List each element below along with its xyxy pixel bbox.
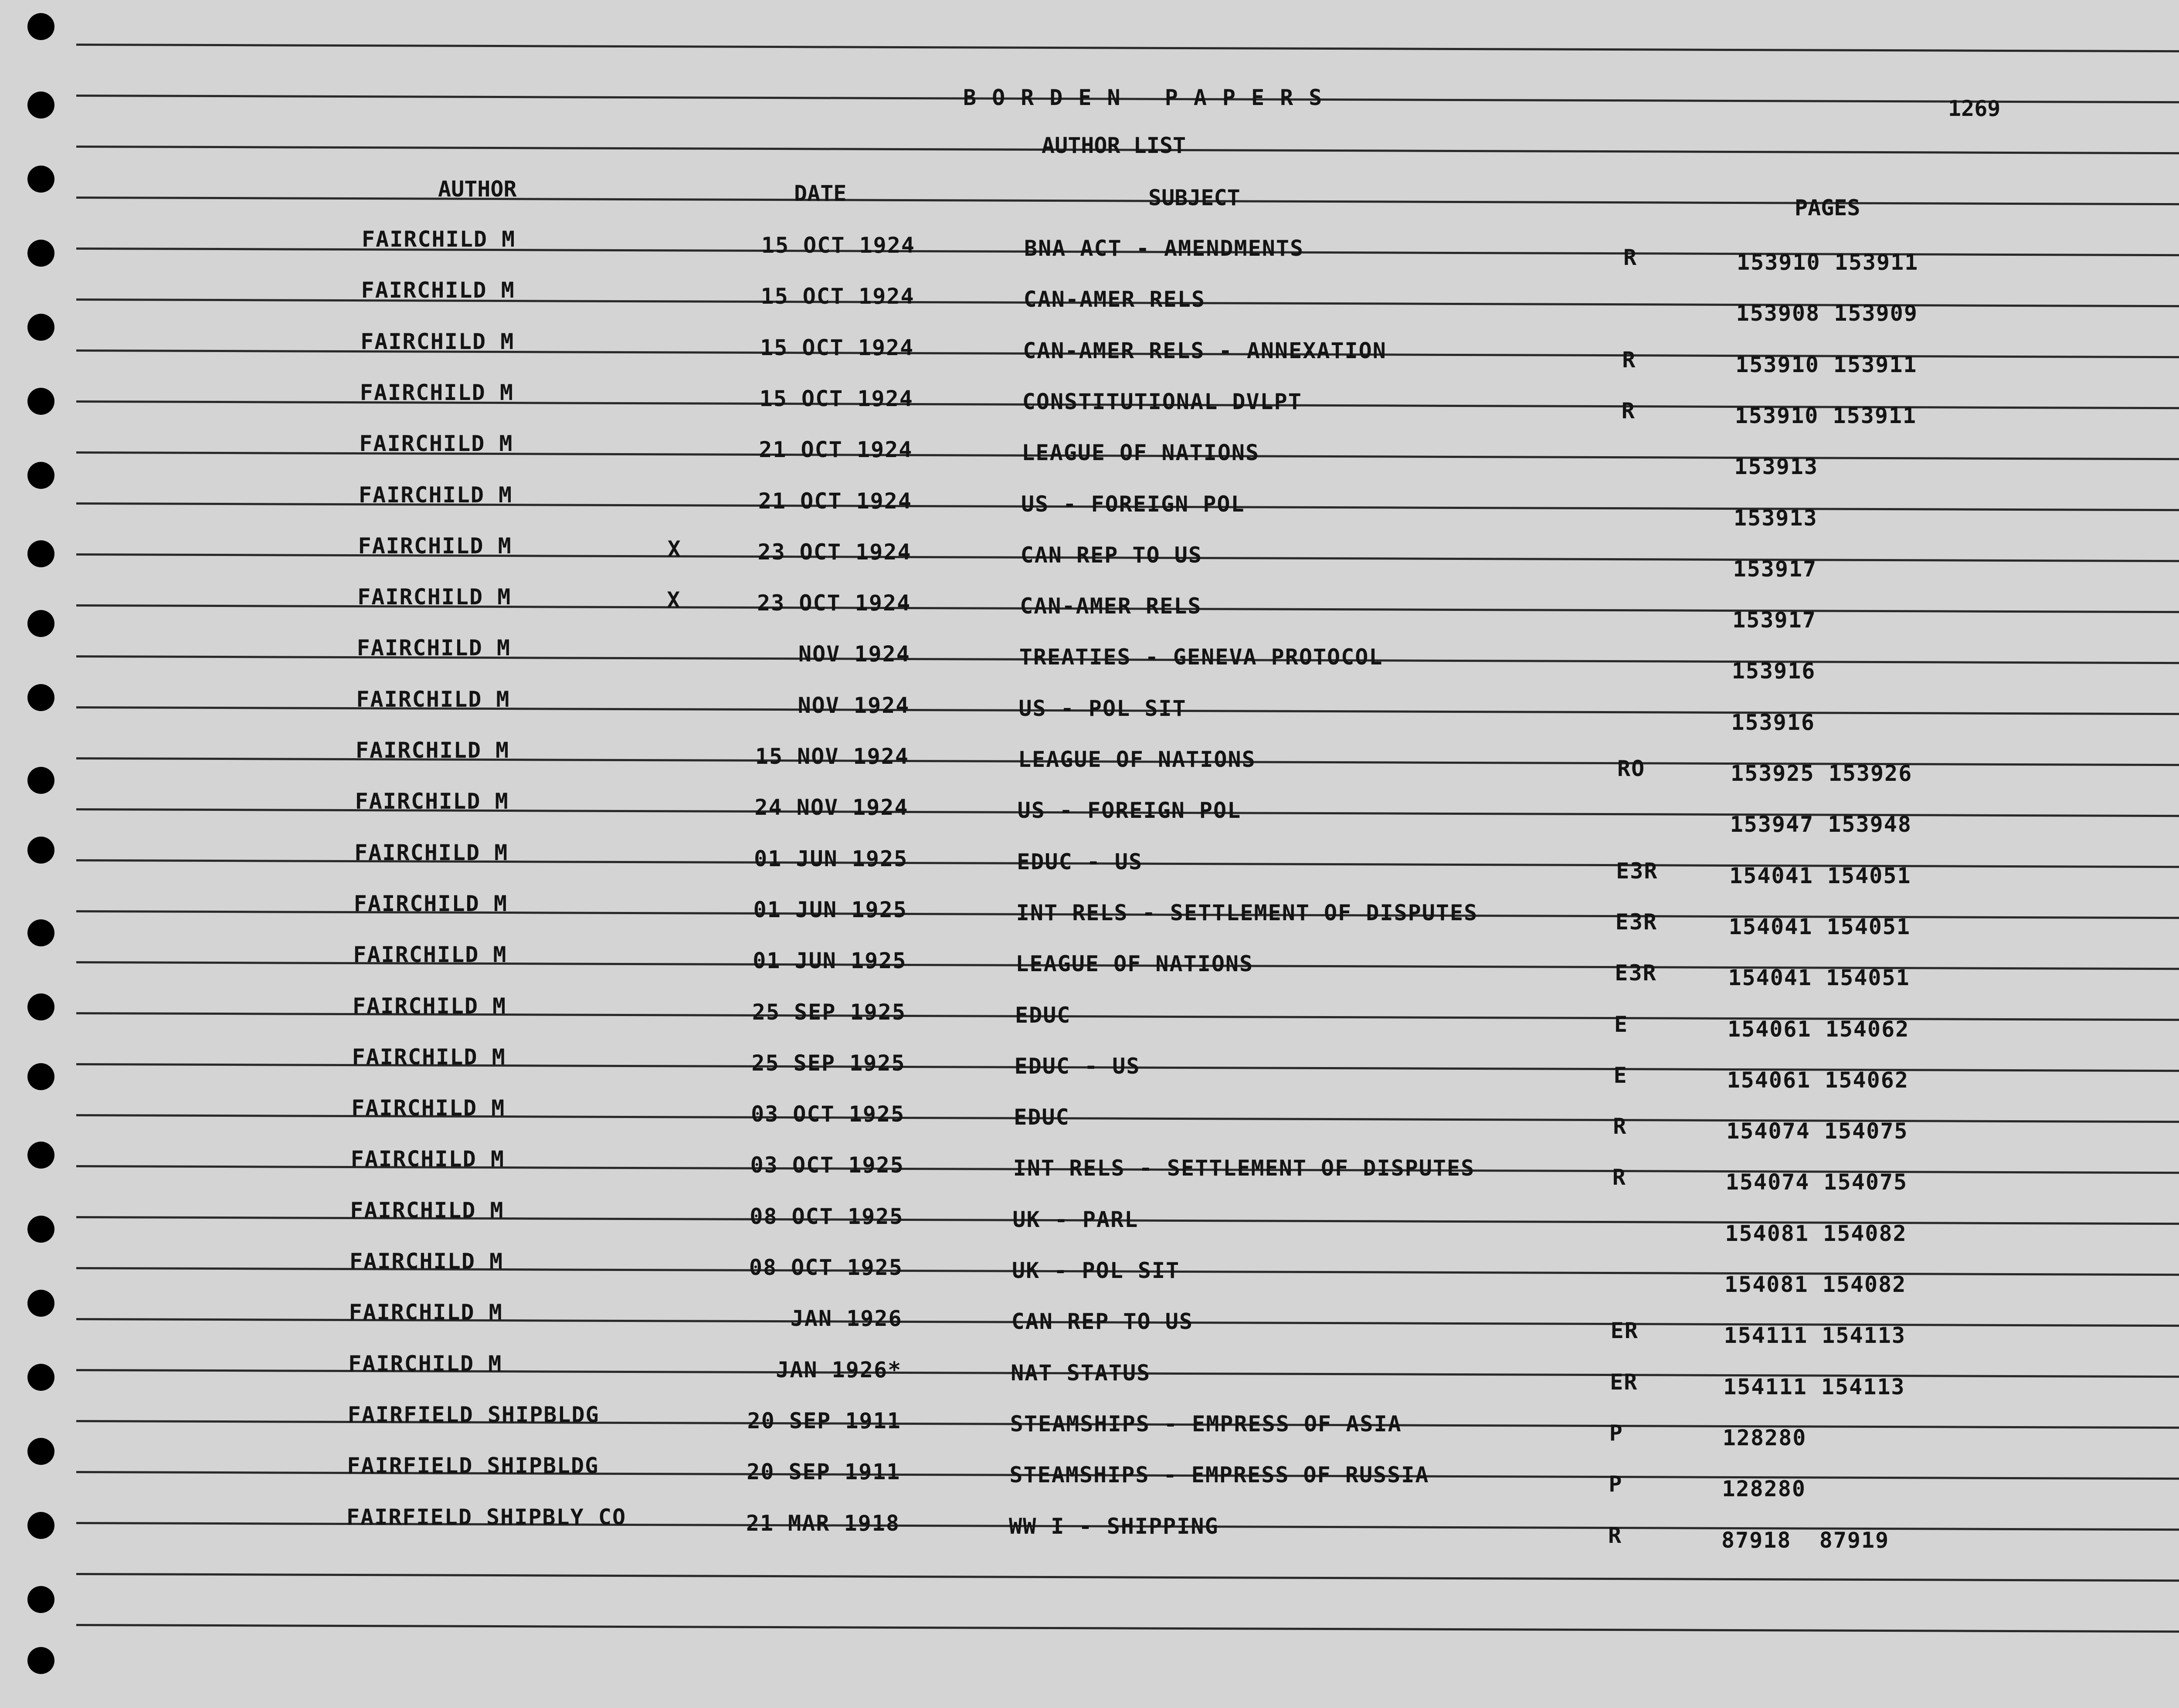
date-cell: 21 OCT 1924 (758, 488, 912, 514)
date-cell: NOV 1924 (798, 692, 910, 718)
date-cell: 23 OCT 1924 (757, 590, 911, 616)
author-cell: FAIRCHILD M (352, 1044, 506, 1070)
feed-hole (27, 1364, 54, 1391)
feed-hole (27, 388, 54, 415)
date-cell: 01 JUN 1925 (753, 897, 907, 922)
code-cell: R (1623, 245, 1638, 270)
code-cell: ER (1610, 1318, 1639, 1344)
subject-cell: STEAMSHIPS - EMPRESS OF RUSSIA (1009, 1462, 1429, 1488)
code-cell: E3R (1615, 960, 1657, 986)
column-header-subject: SUBJECT (1148, 185, 1240, 210)
flag-cell: X (667, 587, 681, 613)
ruled-line (76, 1624, 2179, 1633)
date-cell: JAN 1926 (790, 1306, 903, 1332)
date-cell: 03 OCT 1925 (751, 1101, 905, 1127)
pages-cell: 153916 (1731, 658, 1816, 684)
feed-hole (27, 1586, 54, 1613)
author-cell: FAIRCHILD M (357, 584, 512, 610)
pages-cell: 153917 (1732, 607, 1816, 633)
author-cell: FAIRCHILD M (360, 329, 515, 354)
pages-cell: 153910 153911 (1735, 352, 1918, 377)
pages-cell: 154111 154113 (1723, 1374, 1905, 1400)
code-cell: E (1614, 1011, 1629, 1037)
feed-hole (27, 1290, 54, 1317)
code-cell: R (1622, 347, 1636, 373)
author-cell: FAIRCHILD M (356, 686, 510, 712)
code-cell: ER (1610, 1369, 1638, 1395)
feed-hole (27, 1063, 54, 1090)
subject-cell: CAN REP TO US (1011, 1309, 1193, 1335)
pages-cell: 154061 154062 (1727, 1067, 1909, 1093)
date-cell: 20 SEP 1911 (747, 1459, 901, 1485)
author-cell: FAIRCHILD M (355, 789, 509, 814)
code-cell: RO (1617, 756, 1646, 781)
pages-cell: 153913 (1734, 505, 1818, 531)
subject-cell: EDUC (1014, 1105, 1070, 1130)
pages-cell: 153913 (1734, 454, 1819, 480)
author-cell: FAIRCHILD M (351, 1095, 506, 1121)
date-cell: 01 JUN 1925 (754, 846, 908, 871)
pages-cell: 154074 154075 (1726, 1118, 1908, 1144)
code-cell: R (1608, 1522, 1622, 1548)
author-cell: FAIRCHILD M (353, 942, 507, 968)
author-cell: FAIRCHILD M (359, 431, 513, 457)
date-cell: 15 NOV 1924 (755, 744, 909, 769)
feed-hole (27, 13, 54, 40)
pages-cell: 153916 (1731, 709, 1816, 735)
subject-cell: CONSTITUTIONAL DVLPT (1022, 389, 1302, 414)
author-cell: FAIRCHILD M (359, 482, 513, 508)
author-cell: FAIRCHILD M (353, 891, 508, 916)
feed-hole (27, 993, 54, 1020)
date-cell: 21 MAR 1918 (746, 1510, 900, 1536)
pages-cell: 154081 154082 (1724, 1272, 1907, 1297)
code-cell: E3R (1616, 858, 1658, 884)
subject-cell: LEAGUE OF NATIONS (1018, 747, 1256, 772)
author-cell: FAIRCHILD M (350, 1249, 504, 1274)
page-number: 1269 (1948, 96, 2001, 121)
subject-cell: NAT STATUS (1011, 1360, 1151, 1386)
author-cell: FAIRCHILD M (356, 738, 510, 763)
date-cell: 15 OCT 1924 (760, 284, 915, 309)
author-cell: FAIRCHILD M (350, 1146, 505, 1172)
code-cell: R (1621, 398, 1636, 424)
column-header-author: AUTHOR (438, 176, 517, 202)
date-cell: 03 OCT 1925 (750, 1152, 904, 1178)
date-cell: 25 SEP 1925 (751, 1050, 906, 1076)
subject-cell: UK - POL SIT (1012, 1258, 1180, 1283)
feed-hole (27, 1512, 54, 1539)
subject-cell: EDUC (1015, 1002, 1071, 1028)
subject-cell: US - FOREIGN POL (1021, 491, 1245, 517)
code-cell: R (1613, 1114, 1627, 1139)
pages-cell: 154041 154051 (1728, 914, 1911, 939)
author-cell: FAIRCHILD M (356, 635, 511, 661)
date-cell: 20 SEP 1911 (747, 1408, 901, 1434)
pages-cell: 154061 154062 (1728, 1016, 1910, 1042)
pages-cell: 128280 (1722, 1476, 1806, 1502)
subject-cell: CAN REP TO US (1020, 542, 1202, 568)
pages-cell: 153925 153926 (1731, 761, 1913, 786)
pages-cell: 153910 153911 (1734, 403, 1917, 428)
subject-cell: INT RELS - SETTLEMENT OF DISPUTES (1016, 900, 1478, 925)
author-cell: FAIRFIELD SHIPBLDG (347, 1453, 599, 1479)
pages-cell: 154074 154075 (1725, 1169, 1908, 1195)
code-cell: P (1609, 1420, 1623, 1446)
date-cell: NOV 1924 (798, 641, 910, 667)
pages-cell: 153947 153948 (1730, 812, 1912, 837)
feed-hole (27, 1438, 54, 1465)
pages-cell: 153910 153911 (1737, 250, 1919, 275)
pages-cell: 153917 (1733, 556, 1817, 582)
subject-cell: EDUC - US (1014, 1053, 1140, 1079)
ruled-line (76, 197, 2179, 206)
feed-hole (27, 540, 54, 567)
pages-cell: 154081 154082 (1725, 1220, 1907, 1246)
date-cell: 23 OCT 1924 (757, 539, 912, 565)
subject-cell: US - POL SIT (1018, 695, 1187, 721)
feed-hole (27, 767, 54, 794)
subject-cell: CAN-AMER RELS (1023, 287, 1205, 312)
date-cell: 08 OCT 1925 (749, 1255, 903, 1280)
code-cell: R (1612, 1165, 1626, 1190)
column-header-date: DATE (794, 181, 847, 206)
feed-hole (27, 684, 54, 711)
feed-hole (27, 92, 54, 119)
date-cell: 25 SEP 1925 (752, 999, 906, 1025)
subject-cell: STEAMSHIPS - EMPRESS OF ASIA (1010, 1411, 1402, 1437)
subject-cell: WW I - SHIPPING (1009, 1513, 1219, 1539)
author-cell: FAIRCHILD M (349, 1300, 503, 1325)
author-cell: FAIRCHILD M (350, 1197, 504, 1223)
date-cell: 24 NOV 1924 (754, 795, 909, 820)
feed-hole (27, 314, 54, 341)
author-cell: FAIRFIELD SHIPBLDG (347, 1402, 600, 1427)
ruled-line (76, 1573, 2179, 1582)
date-cell: 15 OCT 1924 (759, 386, 913, 411)
feed-hole (27, 1647, 54, 1674)
pages-cell: 154041 154051 (1729, 863, 1911, 888)
column-header-pages: PAGES (1795, 195, 1860, 220)
feed-hole (27, 919, 54, 946)
date-cell: 01 JUN 1925 (753, 948, 907, 974)
date-cell: 21 OCT 1924 (759, 437, 913, 463)
feed-hole (27, 240, 54, 267)
feed-hole (27, 610, 54, 637)
pages-cell: 154111 154113 (1724, 1323, 1906, 1349)
author-cell: FAIRCHILD M (360, 380, 514, 405)
author-cell: FAIRCHILD M (348, 1351, 502, 1376)
subject-cell: LEAGUE OF NATIONS (1022, 440, 1260, 466)
subject-cell: BNA ACT - AMENDMENTS (1024, 236, 1304, 261)
author-cell: FAIRCHILD M (354, 840, 509, 865)
author-cell: FAIRCHILD M (362, 227, 516, 252)
feed-hole (27, 1216, 54, 1243)
date-cell: JAN 1926* (776, 1357, 902, 1383)
code-cell: P (1609, 1471, 1623, 1497)
document-title: BORDEN PAPERS (963, 85, 1338, 110)
feed-hole (27, 462, 54, 489)
document-subtitle: AUTHOR LIST (1042, 133, 1186, 158)
date-cell: 08 OCT 1925 (750, 1203, 904, 1229)
subject-cell: EDUC - US (1017, 849, 1143, 874)
code-cell: E3R (1615, 909, 1658, 935)
subject-cell: US - FOREIGN POL (1017, 798, 1242, 824)
pages-cell: 87918 87919 (1721, 1527, 1890, 1553)
date-cell: 15 OCT 1924 (761, 233, 915, 258)
feed-hole (27, 1142, 54, 1169)
feed-hole (27, 166, 54, 193)
subject-cell: INT RELS - SETTLEMENT OF DISPUTES (1013, 1156, 1475, 1181)
flag-cell: X (667, 536, 682, 562)
subject-cell: LEAGUE OF NATIONS (1015, 951, 1254, 977)
date-cell: 15 OCT 1924 (760, 335, 914, 360)
subject-cell: CAN-AMER RELS (1020, 593, 1202, 619)
author-cell: FAIRCHILD M (361, 278, 515, 303)
subject-cell: TREATIES - GENEVA PROTOCOL (1019, 644, 1383, 670)
pages-cell: 128280 (1722, 1425, 1807, 1450)
feed-hole (27, 837, 54, 864)
author-cell: FAIRCHILD M (353, 993, 507, 1019)
author-cell: FAIRFIELD SHIPBLY CO (346, 1504, 627, 1530)
author-cell: FAIRCHILD M (358, 533, 512, 559)
code-cell: E (1613, 1062, 1628, 1088)
pages-cell: 154041 154051 (1728, 965, 1910, 991)
pages-cell: 153908 153909 (1736, 301, 1918, 326)
subject-cell: CAN-AMER RELS - ANNEXATION (1023, 338, 1387, 363)
subject-cell: UK - PARL (1012, 1206, 1139, 1232)
ruled-line (76, 44, 2179, 53)
